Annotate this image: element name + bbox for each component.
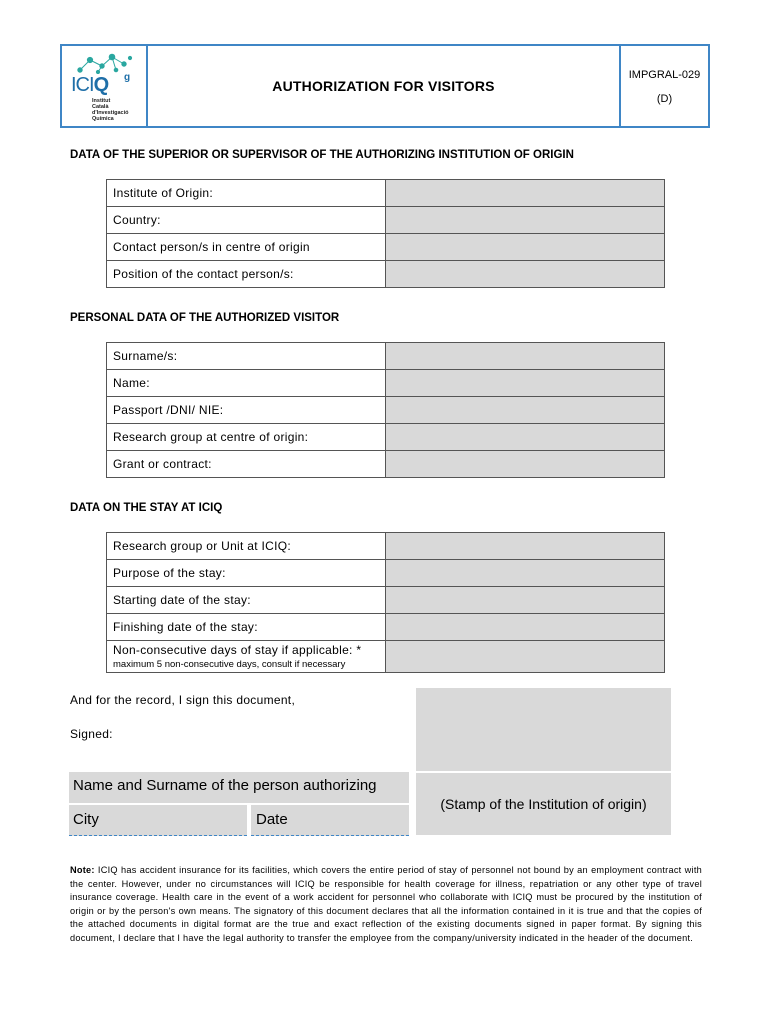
table-row (107, 234, 665, 261)
table-row (107, 641, 665, 673)
signed-label: Signed: (70, 727, 113, 741)
table-row (107, 560, 665, 587)
field-label: Research group or Unit at ICIQ: (107, 533, 386, 560)
name-input[interactable] (386, 370, 665, 397)
field-label: Purpose of the stay: (107, 560, 386, 587)
non-consecutive-footnote: maximum 5 non-consecutive days, consult if necessary (113, 659, 346, 670)
grant-input[interactable] (386, 451, 665, 478)
section-title-stay: DATA ON THE STAY AT ICIQ (70, 502, 223, 514)
start-date-input[interactable] (386, 587, 665, 614)
field-label: Contact person/s in centre of origin (107, 234, 386, 261)
non-consecutive-days-input[interactable] (386, 641, 665, 673)
field-label: Research group at centre of origin: (107, 424, 386, 451)
visitor-data-table (106, 342, 665, 478)
field-label: Grant or contract: (107, 451, 386, 478)
document-title: AUTHORIZATION FOR VISITORS (272, 78, 495, 94)
logo-wordmark: ICIQ (71, 74, 109, 96)
supervisor-data-table (106, 179, 665, 288)
logo-superscript: g (124, 72, 131, 83)
contact-position-input[interactable] (386, 261, 665, 288)
note-text: ICIQ has accident insurance for its facilities, which covers the entire period of stay of personnel not bound by an employment contract with the center. However, under no circumstances will ICIQ be responsible for health coverage for illness, repatriation or any other type of travel insurance coverage. Health care in the event of a work accident for personnel who collaborate with ICIQ must be procured by the institution of origin or by the person's own means. The signatory of this document declares that all the information contained in it is true and that the copies of the attached documents in digital format are the true and exact reflection of the existing documents signed in paper format. By signing this document, I declare that I have the legal authority to transfer the employee from the company/university indicated in the header of the document. (70, 865, 702, 943)
field-label: Surname/s: (107, 343, 386, 370)
field-label: Institute of Origin: (107, 180, 386, 207)
logo-institute-name: Institut Català d'Investigació Química (92, 98, 129, 122)
iciq-logo (62, 46, 148, 126)
document-revision: (D) (656, 93, 673, 105)
field-label: Passport /DNI/ NIE: (107, 397, 386, 424)
field-label: Country: (107, 207, 386, 234)
table-row (107, 614, 665, 641)
stamp-field[interactable]: (Stamp of the Institution of origin) (416, 773, 671, 835)
surname-input[interactable] (386, 343, 665, 370)
table-row (107, 207, 665, 234)
end-date-input[interactable] (386, 614, 665, 641)
contact-person-input[interactable] (386, 234, 665, 261)
table-row (107, 343, 665, 370)
table-row (107, 424, 665, 451)
table-row (107, 180, 665, 207)
field-label: Name: (107, 370, 386, 397)
table-row (107, 451, 665, 478)
research-group-origin-input[interactable] (386, 424, 665, 451)
country-input[interactable] (386, 207, 665, 234)
document-code: IMPGRAL-029 (628, 69, 701, 81)
table-row (107, 370, 665, 397)
document-code-cell (619, 46, 708, 126)
table-row (107, 533, 665, 560)
stay-data-table (106, 532, 665, 673)
date-field[interactable]: Date (251, 805, 409, 836)
table-row (107, 397, 665, 424)
signature-area[interactable] (416, 688, 671, 771)
table-row (107, 261, 665, 288)
research-group-iciq-input[interactable] (386, 533, 665, 560)
document-header (60, 44, 710, 128)
institute-of-origin-input[interactable] (386, 180, 665, 207)
section-title-visitor: PERSONAL DATA OF THE AUTHORIZED VISITOR (70, 312, 340, 324)
record-statement: And for the record, I sign this document, (70, 693, 296, 707)
purpose-input[interactable] (386, 560, 665, 587)
field-label (107, 641, 386, 673)
passport-input[interactable] (386, 397, 665, 424)
non-consecutive-days-label: Non-consecutive days of stay if applicable: * (113, 643, 362, 657)
authorizer-name-field[interactable]: Name and Surname of the person authorizing (69, 772, 409, 803)
table-row (107, 587, 665, 614)
city-field[interactable]: City (69, 805, 247, 836)
logo-molecule-icon (72, 52, 136, 74)
field-label: Position of the contact person/s: (107, 261, 386, 288)
note-label: Note: (70, 865, 95, 875)
field-label: Starting date of the stay: (107, 587, 386, 614)
section-title-supervisor: DATA OF THE SUPERIOR OR SUPERVISOR OF THE AUTHORIZING INSTITUTION OF ORIGIN (70, 149, 574, 161)
legal-note (70, 864, 702, 945)
field-label: Finishing date of the stay: (107, 614, 386, 641)
